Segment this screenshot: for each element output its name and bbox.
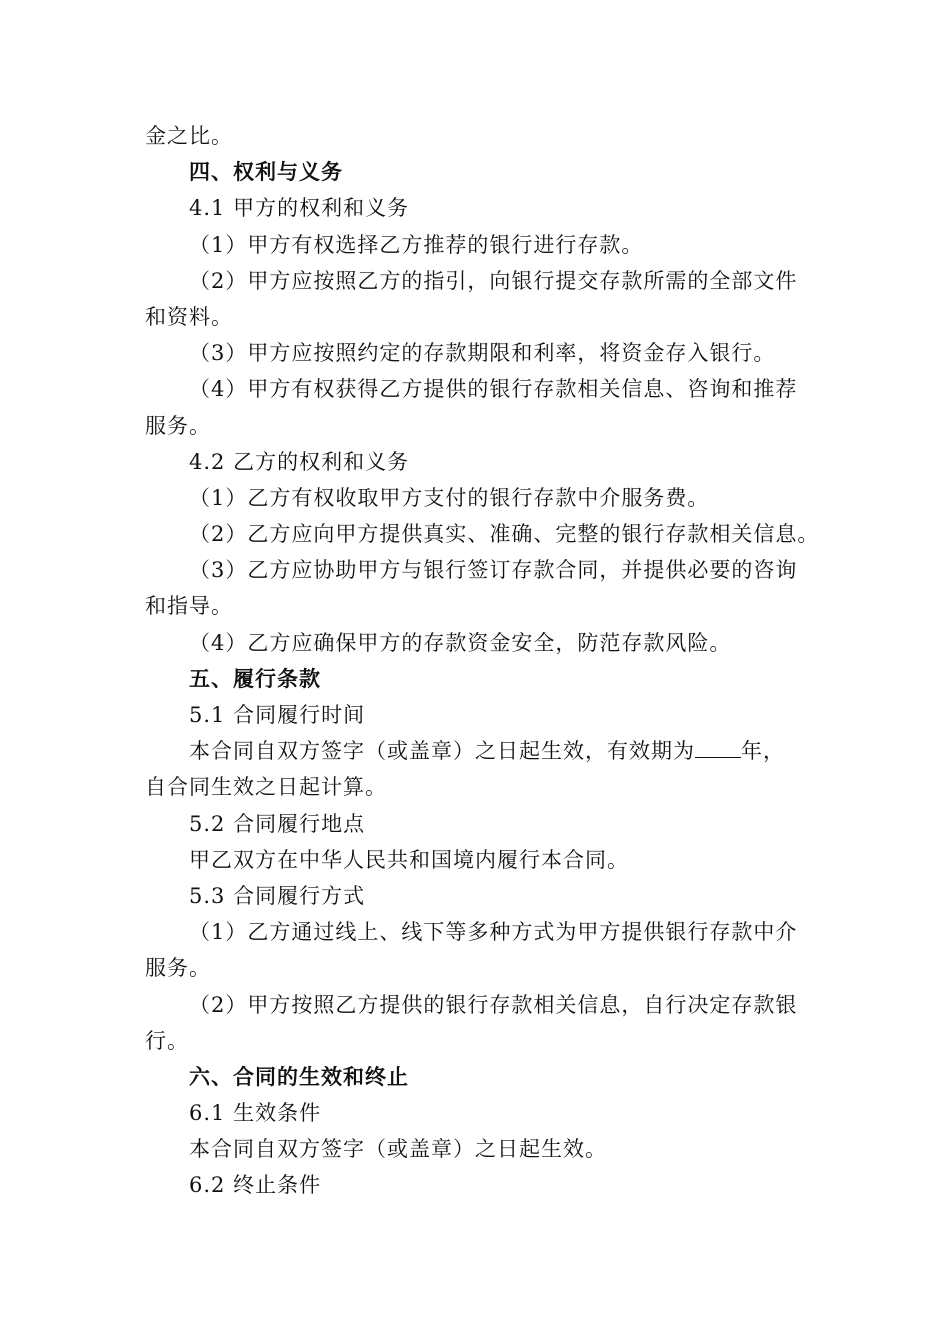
list-item: （2）甲方按照乙方提供的银行存款相关信息，自行决定存款银	[189, 992, 798, 1017]
subsection-title: 5.3 合同履行方式	[189, 883, 366, 908]
list-item: （4）甲方有权获得乙方提供的银行存款相关信息、咨询和推荐	[189, 377, 798, 402]
paragraph-text: 本合同自双方签字（或盖章）之日起生效，有效期为	[189, 739, 695, 764]
document-body	[145, 118, 820, 1204]
list-item-continuation: 行。	[145, 1028, 189, 1053]
list-item: （4）乙方应确保甲方的存款资金安全，防范存款风险。	[189, 630, 732, 655]
list-item-continuation: 服务。	[145, 413, 211, 438]
fill-in-blank[interactable]	[695, 739, 741, 758]
paragraph-line: 甲乙双方在中华人民共和国境内履行本合同。	[189, 847, 629, 872]
list-item: （1）乙方有权收取甲方支付的银行存款中介服务费。	[189, 485, 710, 510]
list-item: （3）甲方应按照约定的存款期限和利率，将资金存入银行。	[189, 341, 776, 366]
subsection-title: 4.1 甲方的权利和义务	[189, 196, 410, 221]
list-item-continuation: 和资料。	[145, 304, 233, 329]
subsection-title: 4.2 乙方的权利和义务	[189, 449, 410, 474]
section-heading-effect-termination: 六、合同的生效和终止	[189, 1064, 409, 1089]
paragraph-line: 金之比。	[145, 124, 233, 148]
subsection-title: 5.1 合同履行时间	[189, 703, 366, 727]
paragraph-text: 年，	[741, 739, 785, 764]
subsection-title: 6.1 生效条件	[189, 1101, 322, 1126]
list-item-continuation: 和指导。	[145, 594, 233, 619]
subsection-title: 6.2 终止条件	[189, 1173, 322, 1198]
paragraph-line-with-blank	[145, 733, 815, 769]
list-item: （2）甲方应按照乙方的指引，向银行提交存款所需的全部文件	[189, 268, 798, 293]
list-item: （1）甲方有权选择乙方推荐的银行进行存款。	[189, 232, 644, 257]
paragraph-continuation: 自合同生效之日起计算。	[145, 775, 387, 800]
list-item: （3）乙方应协助甲方与银行签订存款合同，并提供必要的咨询	[189, 558, 798, 583]
section-heading-rights-obligations: 四、权利与义务	[189, 160, 343, 185]
subsection-title: 5.2 合同履行地点	[189, 811, 366, 836]
list-item-continuation: 服务。	[145, 956, 211, 981]
paragraph-line: 本合同自双方签字（或盖章）之日起生效。	[189, 1137, 607, 1162]
list-item: （1）乙方通过线上、线下等多种方式为甲方提供银行存款中介	[189, 920, 798, 945]
list-item: （2）乙方应向甲方提供真实、准确、完整的银行存款相关信息。	[189, 522, 820, 547]
section-heading-performance: 五、履行条款	[189, 666, 321, 691]
